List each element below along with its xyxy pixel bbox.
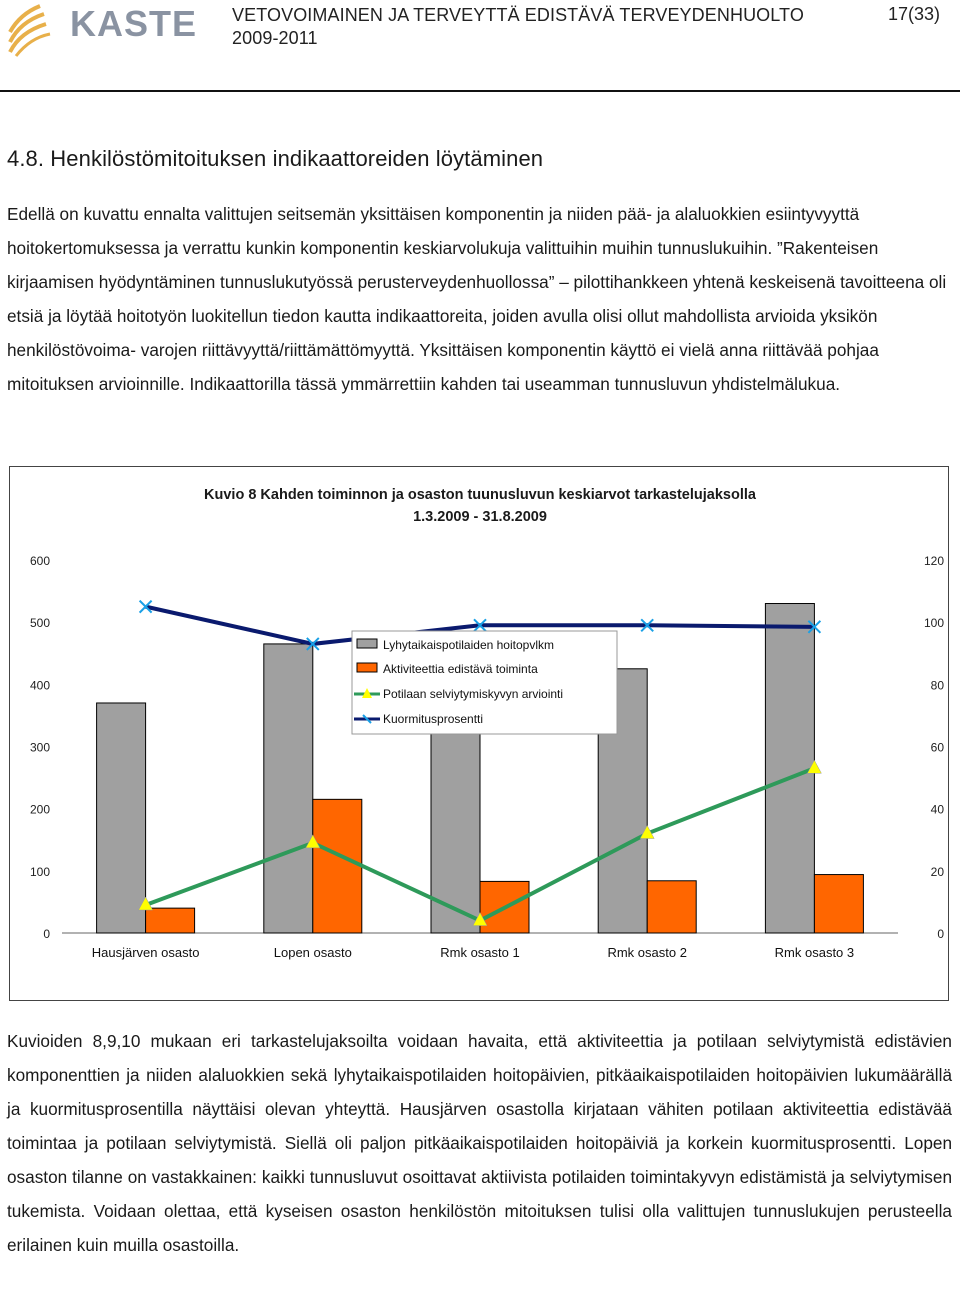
- logo-text: KASTE: [70, 3, 198, 44]
- legend-label: Kuormitusprosentti: [383, 712, 484, 726]
- y2-tick-label: 80: [930, 678, 944, 693]
- y-tick-label: 0: [43, 927, 50, 941]
- bar: [647, 881, 696, 933]
- y-tick-label: 500: [29, 616, 50, 631]
- bar: [97, 703, 146, 933]
- bar: [146, 908, 195, 933]
- y2-tick-label: 100: [923, 616, 944, 631]
- y2-tick-label: 60: [930, 740, 944, 755]
- page-number: 17(33): [887, 4, 940, 24]
- x-tick-label: Hausjärven osasto: [91, 945, 200, 960]
- y-tick-label: 200: [29, 802, 50, 817]
- header-title-line2: 2009-2011: [232, 28, 318, 48]
- x-tick-label: Rmk osasto 1: [440, 945, 520, 960]
- x-tick-label: Lopen osasto: [273, 945, 352, 960]
- section-heading: 4.8. Henkilöstömitoituksen indikaattoreiden löytäminen: [7, 146, 544, 171]
- bar: [814, 875, 863, 933]
- y-tick-label: 600: [29, 554, 50, 568]
- y2-tick-label: 40: [930, 802, 944, 817]
- y-tick-label: 100: [29, 864, 50, 879]
- bar: [765, 604, 814, 933]
- y-tick-label: 400: [29, 678, 50, 693]
- x-tick-label: Rmk osasto 3: [774, 945, 855, 960]
- legend-label: Lyhytaikaispotilaiden hoitopvlkm: [383, 638, 554, 652]
- x-tick-label: Rmk osasto 2: [607, 945, 687, 960]
- header-title-line1: VETOVOIMAINEN JA TERVEYTTÄ EDISTÄVÄ TERVEYDENHUOLTO: [232, 5, 804, 25]
- y-tick-label: 300: [29, 740, 50, 755]
- legend-label: Aktiviteettia edistävä toiminta: [383, 662, 538, 676]
- y2-tick-label: 0: [937, 927, 944, 941]
- chart-title-line1: Kuvio 8 Kahden toiminnon ja osaston tuunusluvun keskiarvot tarkastelujaksolla: [204, 487, 756, 503]
- y2-tick-label: 120: [923, 554, 944, 568]
- chart-title-line2: 1.3.2009 - 31.8.2009: [413, 509, 547, 525]
- body-paragraph-2: Kuvioiden 8,9,10 mukaan eri tarkastelujaksoilta voidaan havaita, että aktiviteettia ja potilaan selviytymistä edistävien komponenttien ja niiden alaluokkien sekä lyhytaikaispotilaiden hoitopäivien, pitkäaikaispotilaiden hoitopäivien lukumäärällä ja kuormitusprosentilla näyttäisi olevan yhteyttä. Hausjärven osastolla kirjataan vähiten potilaan aktiviteettia edistävää toimintaa ja potilaan selviytymistä. Siellä oli paljon pitkäaikaispotilaiden hoitopäiviä ja korkein kuormitusprosentti. Lopen osaston tilanne on vastakkainen: kaikki tunnusluvut osoittavat aktiivista potilaiden toimintakyvyn edistämistä ja selviytymisen tukemista. Voidaan olettaa, että kyseisen osaston henkilöstön mitoituksen tulisi olla valittujen tunnuslukujen perusteella erilainen kuin muilla osastoilla.: [7, 1031, 952, 1255]
- body-paragraph-1: Edellä on kuvattu ennalta valittujen seitsemän yksittäisen komponentin ja niiden pää- ja alaluokkien esiintyvyyttä hoitokertomuksessa ja verrattu kunkin komponentin keskiarvolukuja valittuihin muihin tunnuslukuihin. ”Rakenteisen kirjaamisen hyödyntäminen tunnuslukutyössä perusterveydenhuollossa” – pilottihankkeen yhtenä keskeisenä tavoitteena oli etsiä ja löytää hoitotyön luokitellun tiedon kautta indikaattoreita, joiden avulla olisi ollut mahdollista arvioida yksikön henkilöstövoima- varojen riittävyyttä/riittämättömyyttä. Yksittäisen komponentin käyttö ei vielä anna riittävää pohjaa mitoituksen arvioinnille. Indikaattorilla tässä ymmärrettiin kahden tai useamman tunnusluvun yhdistelmälukua.: [7, 204, 947, 394]
- bar: [313, 799, 362, 933]
- y2-tick-label: 20: [930, 864, 944, 879]
- bar: [264, 644, 313, 933]
- legend-swatch: [357, 663, 377, 672]
- legend-label: Potilaan selviytymiskyvyn arviointi: [383, 687, 564, 701]
- chart-legend: [352, 631, 617, 734]
- legend-swatch: [357, 639, 377, 648]
